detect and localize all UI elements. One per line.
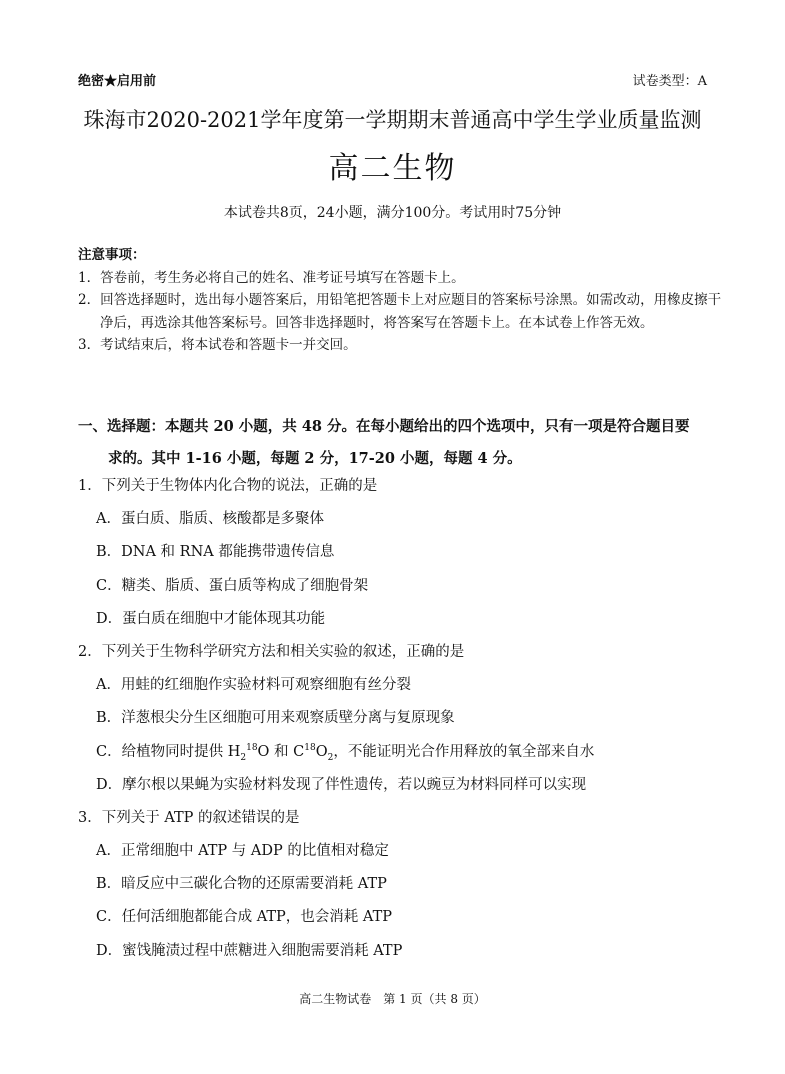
question-option: B．洋葱根尖分生区细胞可用来观察质壁分离与复原现象 [96, 710, 455, 727]
question-stem: 2．下列关于生物科学研究方法和相关实验的叙述，正确的是 [78, 643, 465, 660]
question-option: D．蜜饯腌渍过程中蔗糖进入细胞需要消耗 ATP [96, 942, 403, 959]
notes-heading: 注意事项： [78, 247, 146, 263]
notes-block [78, 244, 728, 357]
section-line-1: 一、选择题：本题共 20 小题，共 48 分。在每小题给出的四个选项中，只有一项是符合题目要 [78, 418, 690, 435]
header-bar [78, 70, 707, 90]
question-option: D．蛋白质在细胞中才能体现其功能 [96, 610, 326, 627]
question-option: A．蛋白质、脂质、核酸都是多聚体 [96, 511, 324, 528]
question-option-formula: C．给植物同时提供 $H_2^{18}O$ 和 $C^{18}O_2$，不能证明光合作用释放的氧全部来自水 [96, 742, 595, 763]
question-option: B．DNA 和 RNA 都能携带遗传信息 [96, 544, 335, 561]
question-option: A．用蛙的红细胞作实验材料可观察细胞有丝分裂 [96, 677, 411, 694]
confidential-label: 绝密★启用前 [78, 74, 157, 89]
page-footer: 高二生物试卷 第 1 页（共 8 页） [299, 992, 486, 1006]
section-heading [78, 411, 728, 475]
paper-type-label: 试卷类型：A [632, 74, 707, 89]
subject-title: 高二生物 [328, 151, 457, 186]
question-option: B．暗反应中三碳化合物的还原需要消耗 ATP [96, 876, 387, 893]
notes-item: 2．回答选择题时，选出每小题答案后，用铅笔把答题卡上对应题目的答案标号涂黑。如需改动，用橡皮擦干净后，再选涂其他答案标号。回答非选择题时，将答案写在答题卡上。在本试卷上作答无效。 [78, 292, 722, 331]
question-stem: 1．下列关于生物体内化合物的说法，正确的是 [78, 478, 378, 494]
question-option: A．正常细胞中 ATP 与 ADP 的比值相对稳定 [96, 843, 389, 860]
exam-title: 珠海市2020-2021学年度第一学期期末普通高中学生学业质量监测 [83, 108, 702, 132]
question-option: C．任何活细胞都能合成 ATP，也会消耗 ATP [96, 909, 393, 926]
exam-info: 本试卷共8页，24小题，满分100分。考试用时75分钟 [223, 205, 562, 221]
question-stem: 3．下列关于 ATP 的叙述错误的是 [78, 809, 300, 826]
questions-list [78, 470, 728, 968]
question-option: C．糖类、脂质、蛋白质等构成了细胞骨架 [96, 577, 369, 594]
notes-item: 1．答卷前，考生务必将自己的姓名、准考证号填写在答题卡上。 [78, 269, 465, 286]
notes-item: 3．考试结束后，将本试卷和答题卡一并交回。 [78, 337, 357, 353]
section-line-2: 求的。其中 1-16 小题，每题 2 分，17-20 小题，每题 4 分。 [108, 450, 522, 467]
question-option: D．摩尔根以果蝇为实验材料发现了伴性遗传，若以豌豆为材料同样可以实现 [96, 776, 587, 793]
